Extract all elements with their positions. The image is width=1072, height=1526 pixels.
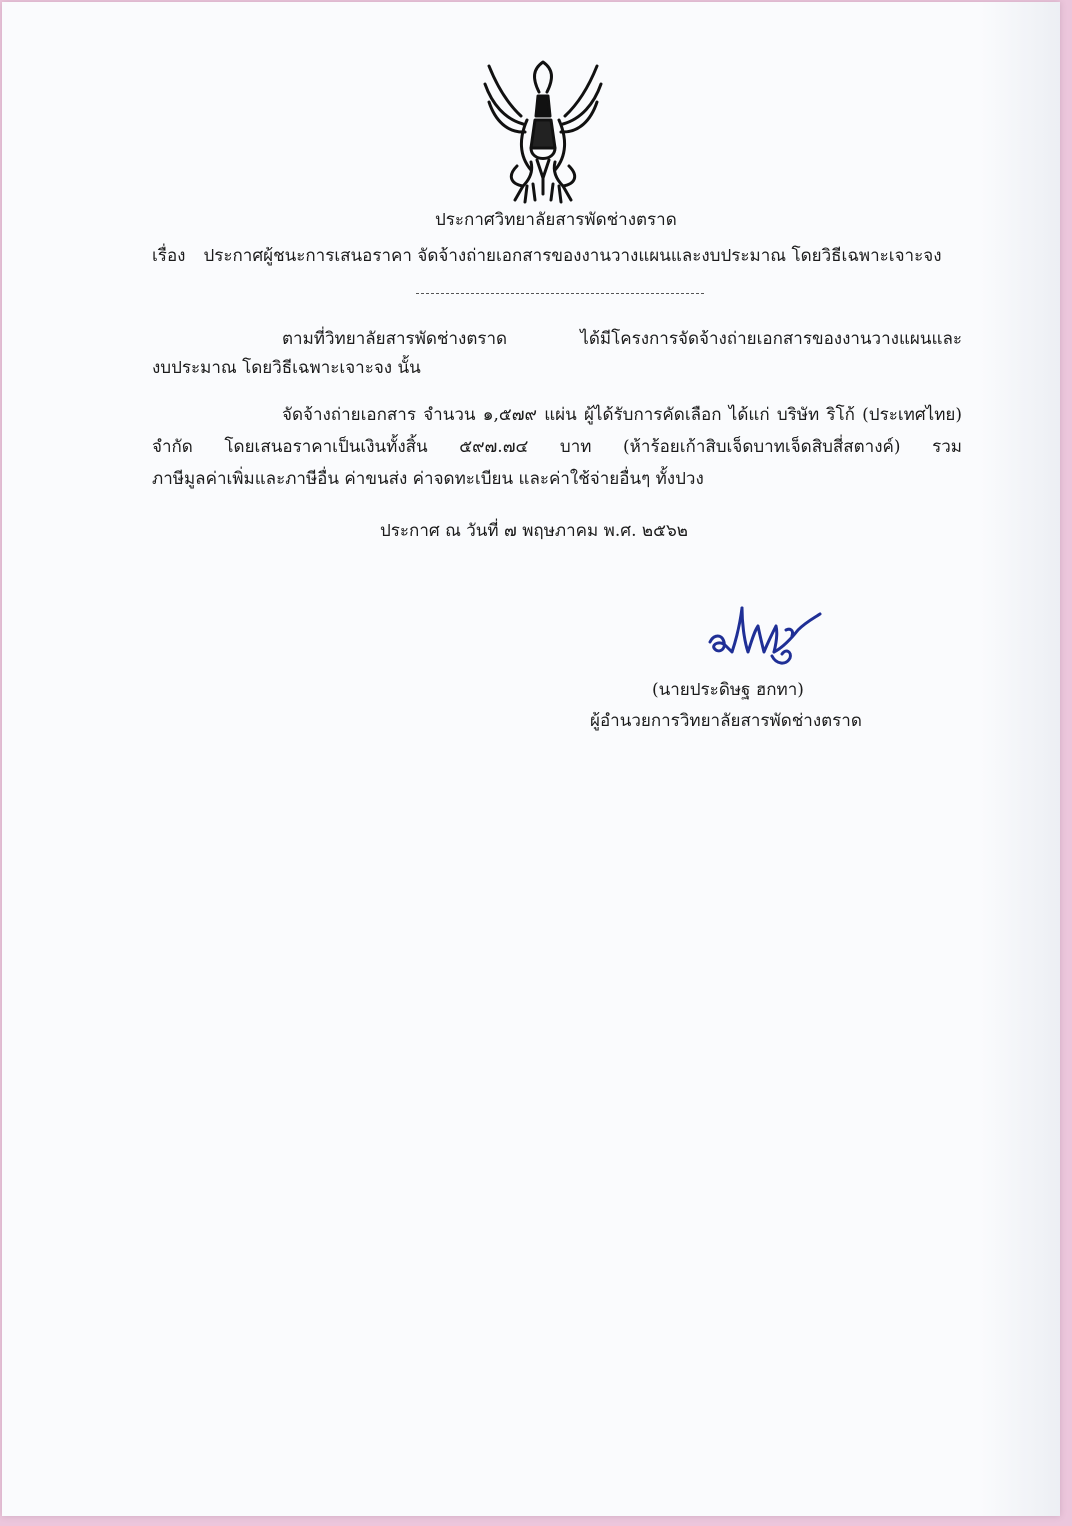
subject-label: เรื่อง [152, 246, 186, 266]
paragraph-1-line-2: งบประมาณ โดยวิธีเฉพาะเจาะจง นั้น [152, 358, 421, 378]
paragraph-2-line-3: ภาษีมูลค่าเพิ่มและภาษีอื่น ค่าขนส่ง ค่าจดทะเบียน และค่าใช้จ่ายอื่นๆ ทั้งปวง [152, 469, 704, 489]
garuda-emblem [477, 58, 609, 206]
signer-name: (นายประดิษฐ ฮกทา) [652, 680, 804, 700]
handwritten-signature [702, 600, 824, 674]
paragraph-1-line-1: ตามที่วิทยาลัยสารพัดช่างตราด ได้มีโครงการจัดจ้างถ่ายเอกสารของงานวางแผนและ [282, 329, 962, 349]
announcement-title: ประกาศวิทยาลัยสารพัดช่างตราด [435, 210, 677, 230]
subject-line [152, 248, 964, 265]
dashed-divider [416, 293, 704, 294]
paragraph-2-line-1: จัดจ้างถ่ายเอกสาร จำนวน ๑,๕๗๙ แผ่น ผู้ได้รับการคัดเลือก ได้แก่ บริษัท ริโก้ (ประเทศไทย) [282, 405, 962, 425]
document-page [2, 2, 1060, 1516]
signer-title: ผู้อำนวยการวิทยาลัยสารพัดช่างตราด [590, 711, 862, 731]
subject-text: ประกาศผู้ชนะการเสนอราคา จัดจ้างถ่ายเอกสารของงานวางแผนและงบประมาณ โดยวิธีเฉพาะเจาะจง [203, 246, 942, 266]
paper-shadow [980, 2, 1060, 1516]
announcement-date: ประกาศ ณ วันที่ ๗ พฤษภาคม พ.ศ. ๒๕๖๒ [380, 521, 688, 541]
paragraph-2-line-2: จำกัด โดยเสนอราคาเป็นเงินทั้งสิ้น ๕๙๗.๗๔ บาท (ห้าร้อยเก้าสิบเจ็ดบาทเจ็ดสิบสี่สตางค์) รวม [152, 437, 962, 457]
